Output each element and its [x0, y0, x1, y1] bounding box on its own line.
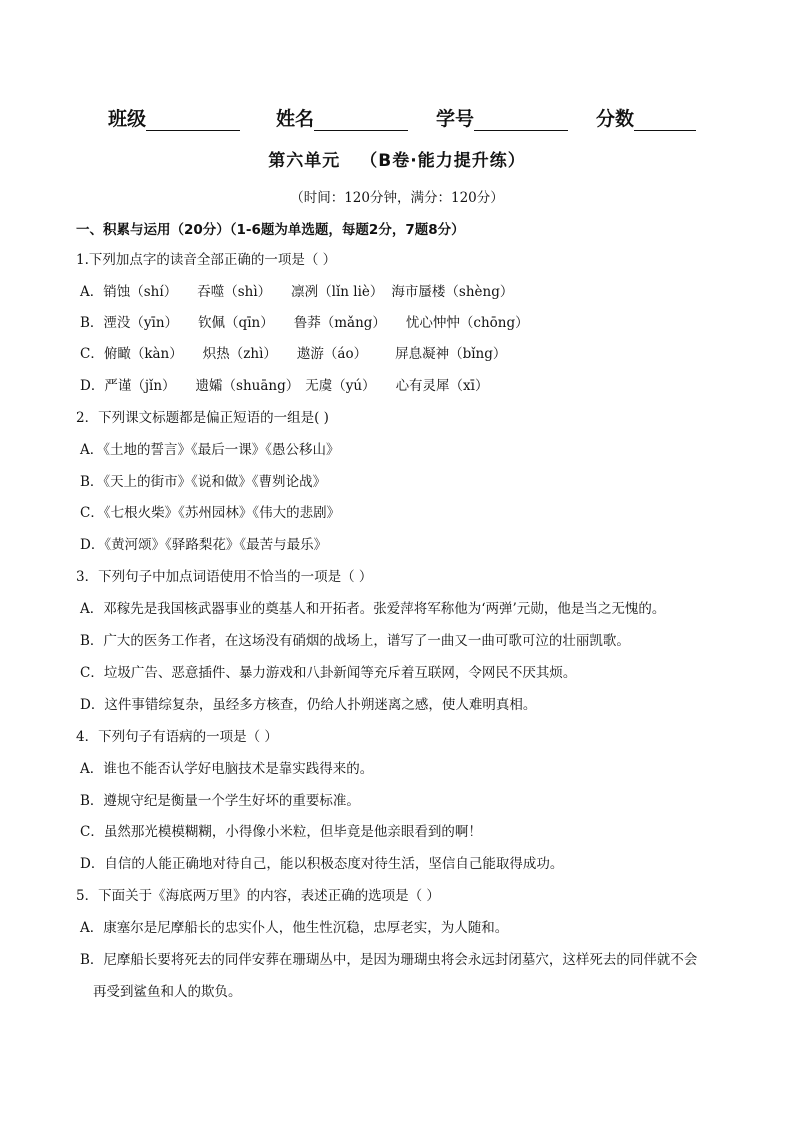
option-text: 钦佩（qīn） — [198, 315, 274, 331]
option-text: 忧心忡忡（chōng） — [405, 315, 529, 331]
option-text: 海市蜃楼（shèng） — [391, 284, 514, 300]
question-2-option-a[interactable]: A．《土地的誓言》《最后一课》《愚公移山》 — [80, 442, 340, 458]
page-title — [0, 146, 794, 171]
score-field — [596, 104, 696, 131]
question-1-option-c[interactable] — [80, 344, 506, 364]
question-2-stem: 2．下列课文标题都是偏正短语的一组是( ) — [76, 410, 329, 426]
question-5-option-a[interactable]: A．康塞尔是尼摩船长的忠实仆人，他生性沉稳，忠厚老实，为人随和。 — [80, 920, 509, 936]
class-label: 班级 — [108, 108, 147, 130]
student-info-header — [108, 104, 698, 132]
option-text: 鲁莽（mǎng） — [293, 315, 386, 331]
question-3-stem: 3．下列句子中加点词语使用不恰当的一项是（ ） — [76, 569, 373, 585]
option-text: D．严谨（jǐn） — [80, 378, 176, 394]
option-text: 遗孀（shuāng） — [195, 378, 300, 394]
option-text: 心有灵犀（xī） — [395, 378, 489, 394]
option-text: 无虞（yú） — [305, 378, 376, 394]
class-field — [108, 104, 240, 131]
question-4-option-b[interactable]: B．遵规守纪是衡量一个学生好坏的重要标准。 — [80, 793, 360, 809]
option-text: 吞噬（shì） — [197, 284, 272, 300]
question-4-option-d[interactable]: D．自信的人能正确地对待自己，能以积极态度对待生活，坚信自己能取得成功。 — [80, 856, 564, 872]
option-text: B．湮没（yīn） — [80, 315, 179, 331]
question-3-option-d[interactable]: D．这件事错综复杂，虽经多方核查，仍给人扑朔迷离之感，使人难明真相。 — [80, 697, 537, 713]
question-1-option-a[interactable] — [80, 282, 513, 302]
question-2-option-d[interactable]: D．《黄河颂》《驿路梨花》《最苦与最乐》 — [80, 537, 328, 553]
question-5-option-b[interactable]: B．尼摩船长要将死去的同伴安葬在珊瑚丛中，是因为珊瑚虫将会永远封闭墓穴，这样死去的同伴就不会 — [80, 952, 698, 968]
question-1-option-d[interactable] — [80, 376, 489, 396]
name-label: 姓名 — [276, 108, 315, 130]
option-text: 屏息凝神（bǐng） — [395, 346, 507, 362]
section-heading: 一、积累与运用（20分）（1-6题为单选题，每题2分，7题8分） — [76, 222, 465, 238]
unit-name: 第六单元 — [268, 151, 341, 171]
question-5-stem: 5．下面关于《海底两万里》的内容，表述正确的选项是（ ） — [76, 888, 440, 904]
question-5-option-b-continued: 再受到鲨鱼和人的欺负。 — [93, 984, 242, 1000]
score-blank[interactable] — [634, 110, 696, 131]
option-text: 遨游（áo） — [296, 346, 368, 362]
question-3-option-c[interactable]: C．垃圾广告、恶意插件、暴力游戏和八卦新闻等充斥着互联网，令网民不厌其烦。 — [80, 665, 577, 681]
name-field — [276, 104, 408, 131]
student-id-label: 学号 — [436, 108, 475, 130]
question-2-option-b[interactable]: B．《天上的街市》《说和做》《曹刿论战》 — [80, 474, 327, 490]
option-text: A．销蚀（shí） — [80, 284, 178, 300]
score-label: 分数 — [596, 108, 635, 130]
question-4-option-a[interactable]: A．谁也不能否认学好电脑技术是靠实践得来的。 — [80, 761, 374, 777]
question-3-option-b[interactable]: B．广大的医务工作者，在这场没有硝烟的战场上，谱写了一曲又一曲可歌可泣的壮丽凯歌。 — [80, 633, 630, 649]
option-text: 炽热（zhì） — [202, 346, 277, 362]
name-blank[interactable] — [314, 110, 408, 131]
question-3-option-a[interactable]: A．邓稼先是我国核武器事业的奠基人和开拓者。张爱萍将军称他为‘两弹’元勋，他是当之无愧的。 — [80, 601, 666, 617]
option-text: C．俯瞰（kàn） — [80, 346, 183, 362]
question-1-stem: 1.下列加点字的读音全部正确的一项是（ ） — [76, 252, 337, 268]
time-info: （时间：120分钟，满分：120分） — [290, 190, 504, 206]
option-text: 凛冽（lǐn liè） — [291, 284, 384, 300]
question-4-option-c[interactable]: C．虽然那光模模糊糊，小得像小米粒，但毕竟是他亲眼看到的啊！ — [80, 824, 482, 840]
question-1-option-b[interactable] — [80, 313, 529, 333]
class-blank[interactable] — [146, 110, 240, 131]
student-id-field — [436, 104, 568, 131]
unit-subtitle: （B卷·能力提升练） — [360, 151, 526, 171]
student-id-blank[interactable] — [474, 110, 568, 131]
question-4-stem: 4．下列句子有语病的一项是（ ） — [76, 729, 278, 745]
question-2-option-c[interactable]: C．《七根火柴》《苏州园林》《伟大的悲剧》 — [80, 505, 341, 521]
